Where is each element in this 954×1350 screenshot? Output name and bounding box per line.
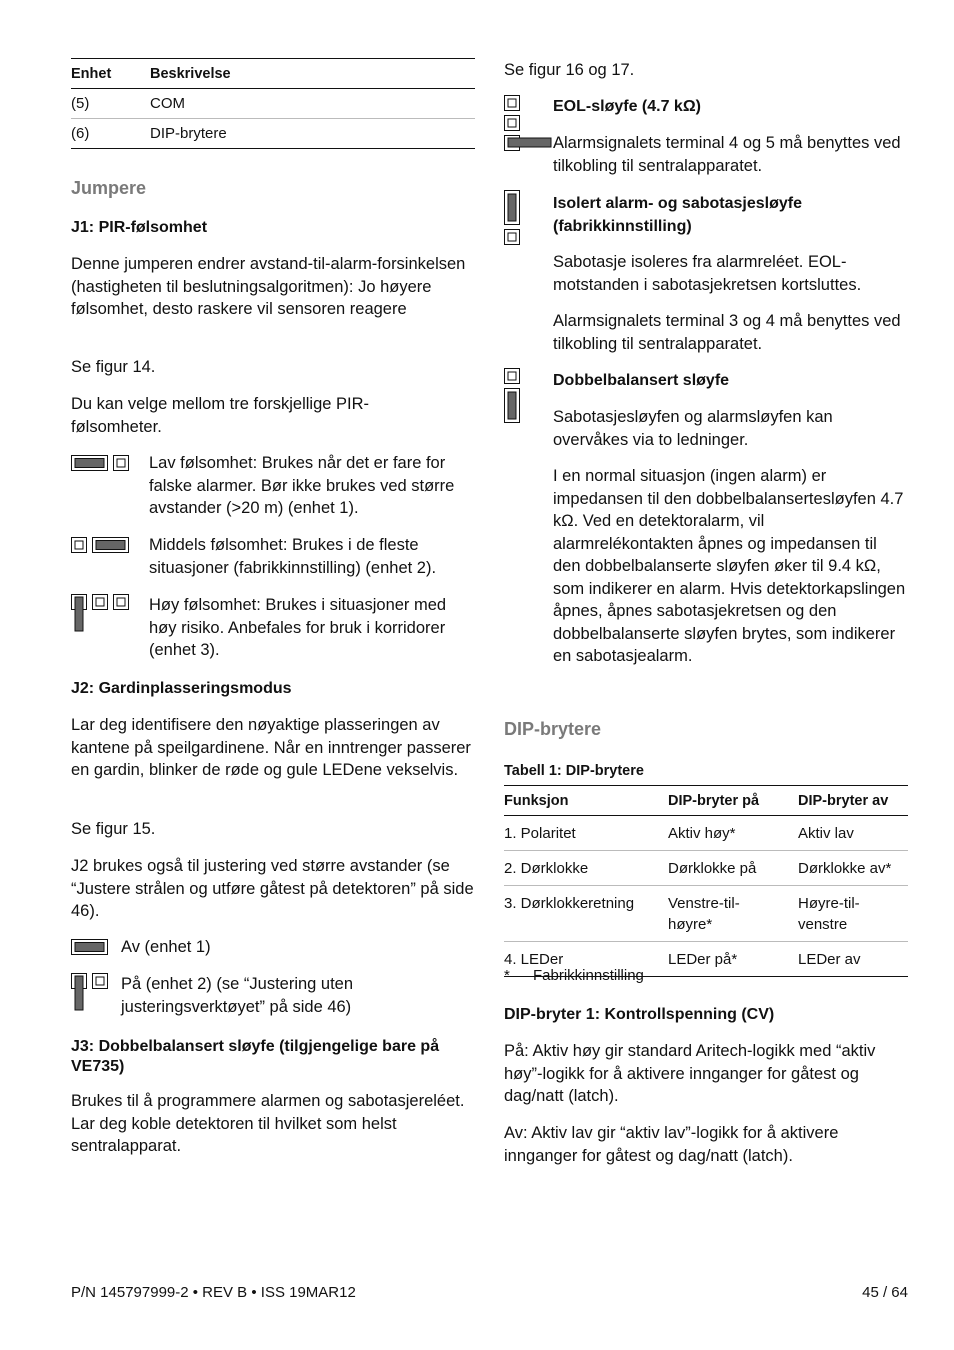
table-row [504, 851, 908, 886]
dip-table [504, 785, 908, 977]
isolated-paragraph-1: Sabotasje isoleres fra alarmreléet. EOL-motstanden i sabotasjekretsen kortsluttes. [553, 253, 862, 294]
table-cell: Aktiv høy* [668, 825, 736, 842]
dip1-paragraph-1: På: Aktiv høy gir standard Aritech-logikk med “aktiv høy”-logikk for å aktivere innganger for gåtest og dag/natt (latch). [504, 1042, 876, 1105]
j1-option-low: Lav følsomhet: Brukes når det er fare for falske alarmer. Bør ikke brukes ved større avstander (>20 m) (enhet 1). [149, 454, 455, 517]
table-cell: (5) [71, 95, 90, 112]
table-cell: (6) [71, 125, 90, 142]
header-dip-on: DIP-bryter på [668, 793, 760, 809]
header-dip-off: DIP-bryter av [798, 793, 889, 809]
footnote-text: Fabrikkinnstilling [533, 967, 644, 984]
jumper-double-icon [504, 368, 522, 424]
jumpere-title: Jumpere [71, 178, 147, 198]
table-cell: COM [150, 95, 185, 112]
jumper-low-icon [71, 455, 129, 472]
isolated-paragraph-2: Alarmsignalets terminal 3 og 4 må benyttes ved tilkobling til sentralapparatet. [553, 312, 901, 353]
table-header-row [71, 59, 475, 89]
eol-heading: EOL-sløyfe (4.7 kΩ) [553, 98, 701, 115]
j3-paragraph-1: Brukes til å programmere alarmen og sabotasjereléet. Lar deg koble detektoren til hvilket som helst sentralapparat. [71, 1092, 465, 1155]
j1-option-mid: Middels følsomhet: Brukes i de fleste situasjoner (fabrikkinnstilling) (enhet 2). [149, 536, 437, 577]
dip-title: DIP-brytere [504, 719, 602, 739]
table-cell: Høyre-til-venstre [798, 895, 860, 933]
jumper-eol-icon [504, 95, 552, 153]
jumper-j2-on-icon [71, 973, 109, 1011]
header-funksjon: Funksjon [504, 793, 569, 809]
j2-option-on: På (enhet 2) (se “Justering uten justeringsverktøyet” på side 46) [121, 975, 354, 1016]
dip-table-title: Tabell 1: DIP-brytere [504, 763, 644, 779]
j2-heading: J2: Gardinplasseringsmodus [71, 680, 292, 697]
jumper-high-icon [71, 594, 129, 632]
table-cell: Dørklokke på [668, 860, 757, 877]
j2-paragraph-1: Lar deg identifisere den nøyaktige plasseringen av kantene på speilgardinene. Når en inntrenger passerer en gardin, blinker de røde og gule LEDene vekselvis. [71, 716, 471, 779]
devices-table [71, 58, 475, 149]
table-cell: LEDer på* [668, 951, 738, 968]
footer-page-number: 45 / 64 [862, 1284, 908, 1301]
table-cell: Venstre-til-høyre* [668, 895, 740, 933]
j1-paragraph-3: Du kan velge mellom tre forskjellige PIR-følsomheter. [71, 395, 370, 436]
table-cell: 4. LEDer [504, 951, 564, 968]
jumper-mid-icon [71, 537, 129, 554]
table-cell: LEDer av [798, 951, 861, 968]
table-row [504, 816, 908, 851]
header-enhet: Enhet [71, 65, 112, 82]
table-row [71, 89, 475, 119]
header-beskrivelse: Beskrivelse [150, 65, 231, 82]
j1-paragraph-2: Se figur 14. [71, 358, 156, 376]
jumper-j2-off-icon [71, 939, 109, 956]
table-cell: Aktiv lav [798, 825, 854, 842]
table-cell: Dørklokke av* [798, 860, 892, 877]
double-paragraph-2: I en normal situasjon (ingen alarm) er impedansen til den dobbelbalansertesløyfen 4.7 kΩ. Ved en detektoralarm, vil alarmrelékontakten åpnes og impedansen til den dobbelbalanserte sløyfen øker til 9.4 kΩ, som indikerer en alarm. Hvis detektorkapslingen åpnes, åpnes sabotasjekretsen og den dobbelbalanserte sløyfen brytes, som indikerer en sabotasjealarm. [553, 467, 906, 665]
footnote-mark: * [504, 967, 510, 984]
j2-option-off: Av (enhet 1) [121, 938, 211, 956]
double-heading: Dobbelbalansert sløyfe [553, 372, 730, 389]
table-cell: 3. Dørklokkeretning [504, 895, 635, 912]
j1-option-high: Høy følsomhet: Brukes i situasjoner med høy risiko. Anbefales for bruk i korridorer (enhet 3). [149, 596, 447, 659]
footer-part-number: P/N 145797999-2 • REV B • ISS 19MAR12 [71, 1284, 356, 1301]
j1-paragraph-1: Denne jumperen endrer avstand-til-alarm-forsinkelsen (hastigheten til beslutningsalgoritmen): Jo høyere følsomhet, desto raskere vil sensoren reagere [71, 255, 466, 318]
eol-paragraph: Alarmsignalets terminal 4 og 5 må benyttes ved tilkobling til sentralapparatet. [553, 134, 901, 175]
double-paragraph-1: Sabotasjesløyfen og alarmsløyfen kan overvåkes via to ledninger. [553, 408, 833, 449]
dip1-heading: DIP-bryter 1: Kontrollspenning (CV) [504, 1006, 775, 1023]
right-intro: Se figur 16 og 17. [504, 61, 635, 79]
j2-paragraph-3: J2 brukes også til justering ved større avstander (se “Justere strålen og utføre gåtest på detektoren” på side 46). [71, 857, 474, 920]
dip1-paragraph-2: Av: Aktiv lav gir “aktiv lav”-logikk for å aktivere innganger for gåtest og dag/natt (latch). [504, 1124, 839, 1165]
table-row [504, 886, 908, 942]
isolated-heading: Isolert alarm- og sabotasjesløyfe (fabrikkinnstilling) [553, 195, 802, 235]
j3-heading: J3: Dobbelbalansert sløyfe (tilgjengelige bare på VE735) [71, 1038, 440, 1075]
table-header-row [504, 786, 908, 816]
jumper-isolated-icon [504, 190, 522, 246]
table-cell: DIP-brytere [150, 125, 227, 142]
j1-heading: J1: PIR-følsomhet [71, 219, 208, 236]
table-cell: 2. Dørklokke [504, 860, 589, 877]
j2-paragraph-2: Se figur 15. [71, 820, 156, 838]
table-row [71, 119, 475, 149]
table-cell: 1. Polaritet [504, 825, 576, 842]
